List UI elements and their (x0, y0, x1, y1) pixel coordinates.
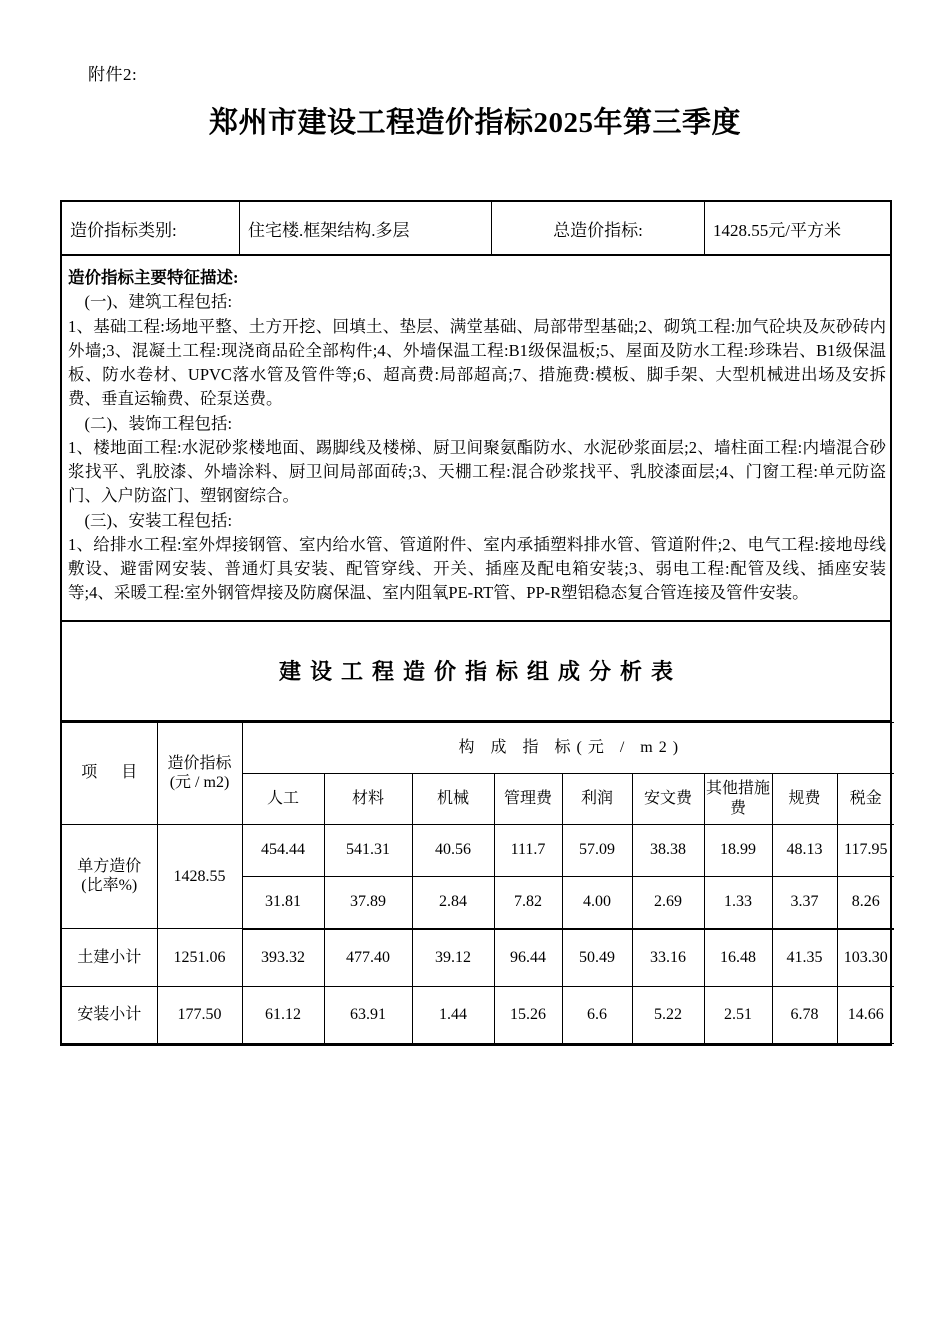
cell-install-profit: 6.6 (562, 986, 632, 1043)
cell-civil-safety-fee: 33.16 (632, 929, 704, 987)
header-item: 项 目 (62, 722, 157, 824)
cell-regulation-fee: 48.13 (772, 824, 837, 876)
header-other-measures-fee: 其他措施费 (704, 773, 772, 824)
cell-safety-fee: 38.38 (632, 824, 704, 876)
cell-civil-profit: 50.49 (562, 929, 632, 987)
cell-civil-labor: 393.32 (242, 929, 324, 987)
row-install-index: 177.50 (157, 986, 242, 1043)
row-label-unit-cost-line2: (比率%) (81, 877, 138, 895)
cell-install-regulation-fee: 6.78 (772, 986, 837, 1043)
row-label-unit-cost (62, 824, 157, 929)
description-line-2: 1、基础工程:场地平整、土方开挖、回填土、垫层、满堂基础、局部带型基础;2、砌筑工程:加气砼块及灰砂砖内外墙;3、混凝土工程:现浇商品砼全部构件;4、外墙保温工程:B1级保温板;5、屋面及防水工程:珍珠岩、B1级保温板、防水卷材、UPVC落水管及管件等;6、超高费:局部超高;7、措施费:模板、脚手架、大型机械进出场及安拆费、垂直运输费、砼泵送费。 (68, 316, 886, 409)
row-civil-index: 1251.06 (157, 929, 242, 987)
cell-labor-pct: 31.81 (242, 876, 324, 929)
cell-material: 541.31 (324, 824, 412, 876)
description-line-3: (二)、装饰工程包括: (84, 413, 233, 433)
cell-safety-fee-pct: 2.69 (632, 876, 704, 929)
cell-other-measures-fee-pct: 1.33 (704, 876, 772, 929)
cell-profit: 57.09 (562, 824, 632, 876)
main-frame (60, 200, 892, 1046)
description-line-6: 1、给排水工程:室外焊接钢管、室内给水管、管道附件、室内承插塑料排水管、管道附件;2、电气工程:接地母线敷设、避雷网安装、普通灯具安装、配管穿线、开关、插座及配电箱安装;3、弱电工程:配管及线、插座安装等;4、采暖工程:室外钢管焊接及防腐保温、室内阻氧PE-RT管、PP-R塑铝稳态复合管连接及管件安装。 (68, 534, 886, 603)
cell-install-other-measures-fee: 2.51 (704, 986, 772, 1043)
cell-civil-material: 477.40 (324, 929, 412, 987)
cell-install-machinery: 1.44 (412, 986, 494, 1043)
row-unit-cost-index: 1428.55 (157, 824, 242, 929)
cell-civil-machinery: 39.12 (412, 929, 494, 987)
description-heading: 造价指标主要特征描述: (68, 268, 239, 287)
analysis-table-title: 建设工程造价指标组成分析表 (62, 622, 890, 722)
cell-machinery: 40.56 (412, 824, 494, 876)
cell-management-fee-pct: 7.82 (494, 876, 562, 929)
cell-install-material: 63.91 (324, 986, 412, 1043)
cell-install-safety-fee: 5.22 (632, 986, 704, 1043)
header-composition: 构 成 指 标(元 / m2) (242, 722, 894, 773)
description-line-5: (三)、安装工程包括: (84, 510, 233, 530)
header-cost-index (157, 722, 242, 824)
category-value: 住宅楼.框架结构.多层 (240, 202, 492, 254)
header-labor: 人工 (242, 773, 324, 824)
cell-tax: 117.95 (837, 824, 894, 876)
table-row (62, 986, 894, 1043)
cell-install-tax: 14.66 (837, 986, 894, 1043)
cell-civil-tax: 103.30 (837, 929, 894, 987)
cell-material-pct: 37.89 (324, 876, 412, 929)
header-management-fee: 管理费 (494, 773, 562, 824)
cell-install-management-fee: 15.26 (494, 986, 562, 1043)
cell-machinery-pct: 2.84 (412, 876, 494, 929)
header-safety-fee: 安文费 (632, 773, 704, 824)
row-label-unit-cost-line1: 单方造价 (77, 858, 142, 876)
cost-index-table (62, 722, 894, 1044)
cell-tax-pct: 8.26 (837, 876, 894, 929)
row-label-install-subtotal: 安装小计 (62, 986, 157, 1043)
cell-profit-pct: 4.00 (562, 876, 632, 929)
header-cost-index-line2: (元 / m2) (169, 774, 230, 791)
page-title: 郑州市建设工程造价指标2025年第三季度 (208, 107, 741, 139)
cell-install-labor: 61.12 (242, 986, 324, 1043)
cell-regulation-fee-pct: 3.37 (772, 876, 837, 929)
description-line-1: (一)、建筑工程包括: (84, 292, 233, 312)
cell-civil-other-measures-fee: 16.48 (704, 929, 772, 987)
attachment-label: 附件2: (88, 65, 138, 84)
cell-management-fee: 111.7 (494, 824, 562, 876)
cell-other-measures-fee: 18.99 (704, 824, 772, 876)
classification-row (62, 202, 890, 256)
header-profit: 利润 (562, 773, 632, 824)
header-cost-index-line1: 造价指标 (167, 754, 232, 772)
total-index-value: 1428.55元/平方米 (713, 220, 841, 240)
table-header-row-1 (62, 722, 894, 773)
row-label-civil-subtotal: 土建小计 (62, 929, 157, 987)
table-row (62, 824, 894, 876)
description-block (62, 256, 890, 622)
cell-labor: 454.44 (242, 824, 324, 876)
total-index-label: 总造价指标: (492, 202, 705, 254)
cell-civil-management-fee: 96.44 (494, 929, 562, 987)
header-tax: 税金 (837, 773, 894, 824)
table-row (62, 929, 894, 987)
header-material: 材料 (324, 773, 412, 824)
cell-civil-regulation-fee: 41.35 (772, 929, 837, 987)
header-regulation-fee: 规费 (772, 773, 837, 824)
category-label: 造价指标类别: (62, 202, 240, 254)
header-machinery: 机械 (412, 773, 494, 824)
description-line-4: 1、楼地面工程:水泥砂浆楼地面、踢脚线及楼梯、厨卫间聚氨酯防水、水泥砂浆面层;2、墙柱面工程:内墙混合砂浆找平、乳胶漆、外墙涂料、厨卫间局部面砖;3、天棚工程:混合砂浆找平、乳胶漆面层;4、门窗工程:单元防盗门、入户防盗门、塑钢窗综合。 (68, 437, 886, 506)
